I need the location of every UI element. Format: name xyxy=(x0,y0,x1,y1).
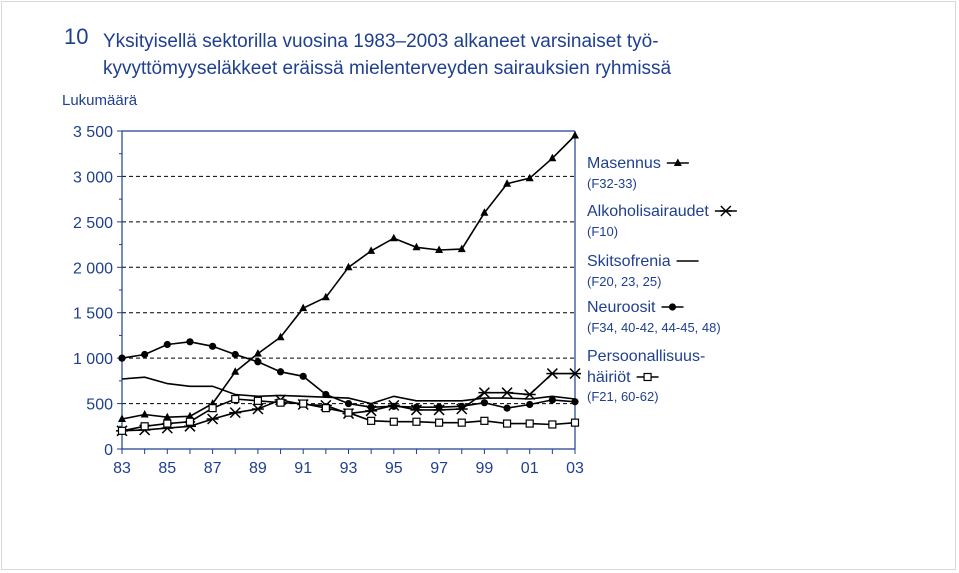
circle-marker-shape xyxy=(300,373,307,380)
data-point-neuroosit xyxy=(436,404,443,411)
data-point-masennus xyxy=(141,410,149,418)
data-point-persoonallisuushairiot xyxy=(277,399,284,406)
data-point-persoonallisuushairiot xyxy=(572,419,579,426)
legend-name: Persoonallisuus- xyxy=(587,348,706,365)
square-marker-shape xyxy=(322,405,329,412)
data-point-persoonallisuushairiot xyxy=(368,417,375,424)
data-point-persoonallisuushairiot xyxy=(436,419,443,426)
legend-name: Alkoholisairaudet xyxy=(587,203,709,220)
data-point-persoonallisuushairiot xyxy=(549,421,556,428)
legend-name-line-2: häiriöt xyxy=(587,369,631,386)
y-tick-label: 500 xyxy=(86,396,113,414)
x-tick-label: 01 xyxy=(520,460,539,477)
data-point-neuroosit xyxy=(118,355,125,362)
series-masennus xyxy=(118,131,579,422)
legend-sample-marker xyxy=(669,303,676,310)
legend-code: (F32-33) xyxy=(587,176,637,191)
square-marker-shape xyxy=(504,420,511,427)
x-tick-label: 99 xyxy=(475,460,494,477)
circle-marker-shape xyxy=(209,343,216,350)
y-tick-label: 1 000 xyxy=(72,351,113,369)
data-point-persoonallisuushairiot xyxy=(322,405,329,412)
legend-name: Neuroosit xyxy=(587,299,656,316)
data-point-persoonallisuushairiot xyxy=(232,396,239,403)
square-marker-shape xyxy=(481,417,488,424)
legend-sample-marker xyxy=(644,374,651,381)
legend-entry-neuroosit xyxy=(587,299,721,335)
data-point-neuroosit xyxy=(254,358,261,365)
series-line-masennus xyxy=(122,136,575,420)
square-marker-shape xyxy=(436,419,443,426)
y-tick-label: 3 000 xyxy=(72,169,113,187)
data-point-neuroosit xyxy=(368,404,375,411)
square-marker-shape xyxy=(572,419,579,426)
square-marker-shape xyxy=(526,420,533,427)
square-marker-shape xyxy=(368,417,375,424)
figure-title-line-2: kyvyttömyyseläkkeet eräissä mielenterveyden sairauksien ryhmissä xyxy=(103,58,672,79)
data-point-persoonallisuushairiot xyxy=(141,423,148,430)
data-point-neuroosit xyxy=(390,403,397,410)
y-tick-label: 3 500 xyxy=(72,124,113,141)
circle-marker-shape xyxy=(141,351,148,358)
data-point-neuroosit xyxy=(164,341,171,348)
square-marker-shape xyxy=(119,427,126,434)
y-axis-label: Lukumäärä xyxy=(62,92,138,109)
data-point-neuroosit xyxy=(209,343,216,350)
triangle-marker-shape xyxy=(141,410,149,418)
circle-marker-shape xyxy=(345,400,352,407)
square-marker-shape xyxy=(186,418,193,425)
data-point-neuroosit xyxy=(186,338,193,345)
circle-marker-shape xyxy=(118,355,125,362)
triangle-marker-shape xyxy=(571,131,579,139)
data-point-neuroosit xyxy=(549,396,556,403)
square-marker-shape xyxy=(232,396,239,403)
triangle-marker-shape xyxy=(345,263,353,271)
data-point-alkoholisairaudet xyxy=(229,408,241,418)
legend-code: (F10) xyxy=(587,224,619,239)
square-marker-shape xyxy=(390,418,397,425)
circle-marker-shape xyxy=(368,404,375,411)
square-marker-shape xyxy=(458,419,465,426)
data-point-persoonallisuushairiot xyxy=(390,418,397,425)
square-marker-shape xyxy=(413,418,420,425)
data-point-persoonallisuushairiot xyxy=(345,409,352,416)
data-point-persoonallisuushairiot xyxy=(186,418,193,425)
x-tick-label: 93 xyxy=(339,460,358,477)
circle-marker-shape xyxy=(549,396,556,403)
legend-code: (F21, 60-62) xyxy=(587,389,659,404)
legend-entry-alkoholisairaudet xyxy=(587,203,737,239)
figure-title-line-1: Yksityisellä sektorilla vuosina 1983–2003 alkaneet varsinaiset työ- xyxy=(103,31,659,52)
data-point-neuroosit xyxy=(458,403,465,410)
data-point-persoonallisuushairiot xyxy=(254,397,261,404)
data-point-neuroosit xyxy=(481,399,488,406)
data-point-neuroosit xyxy=(526,401,533,408)
circle-marker-shape xyxy=(503,405,510,412)
circle-marker-shape xyxy=(232,351,239,358)
data-point-neuroosit xyxy=(141,351,148,358)
series-neuroosit xyxy=(118,338,578,412)
legend-entry-masennus xyxy=(587,155,689,191)
circle-marker-shape xyxy=(669,303,676,310)
triangle-marker-shape xyxy=(390,234,398,242)
square-marker-shape xyxy=(164,420,171,427)
legend-code: (F20, 23, 25) xyxy=(587,274,662,289)
y-tick-label: 2 500 xyxy=(72,214,113,232)
legend-code: (F34, 40-42, 44-45, 48) xyxy=(587,320,721,335)
y-tick-label: 0 xyxy=(104,442,113,459)
data-point-persoonallisuushairiot xyxy=(504,420,511,427)
legend-entry-persoonallisuushairiot xyxy=(587,348,705,404)
x-tick-label: 85 xyxy=(158,460,177,477)
circle-marker-shape xyxy=(526,401,533,408)
x-tick-label: 97 xyxy=(430,460,448,477)
data-point-neuroosit xyxy=(413,404,420,411)
data-point-neuroosit xyxy=(232,351,239,358)
circle-marker-shape xyxy=(458,403,465,410)
square-marker-shape xyxy=(644,374,651,381)
x-tick-label: 03 xyxy=(566,460,584,477)
series-skitsofrenia xyxy=(122,377,575,403)
data-point-persoonallisuushairiot xyxy=(164,420,171,427)
figure-number: 10 xyxy=(64,24,89,49)
data-point-neuroosit xyxy=(345,400,352,407)
legend-name: Skitsofrenia xyxy=(587,253,671,270)
data-point-alkoholisairaudet xyxy=(501,388,513,398)
circle-marker-shape xyxy=(186,338,193,345)
square-marker-shape xyxy=(141,423,148,430)
data-point-masennus xyxy=(231,367,239,375)
circle-marker-shape xyxy=(254,358,261,365)
square-marker-shape xyxy=(209,405,216,412)
data-point-persoonallisuushairiot xyxy=(209,405,216,412)
y-tick-label: 2 000 xyxy=(72,260,113,278)
circle-marker-shape xyxy=(436,404,443,411)
data-point-alkoholisairaudet xyxy=(478,388,490,398)
x-tick-label: 91 xyxy=(294,460,313,477)
data-point-neuroosit xyxy=(571,398,578,405)
legend-sample-marker xyxy=(720,206,732,216)
square-marker-shape xyxy=(300,400,307,407)
legend-entry-skitsofrenia xyxy=(587,253,699,289)
data-point-persoonallisuushairiot xyxy=(526,420,533,427)
circle-marker-shape xyxy=(481,399,488,406)
square-marker-shape xyxy=(345,409,352,416)
data-point-persoonallisuushairiot xyxy=(481,417,488,424)
circle-marker-shape xyxy=(164,341,171,348)
circle-marker-shape xyxy=(277,368,284,375)
data-point-persoonallisuushairiot xyxy=(458,419,465,426)
data-point-alkoholisairaudet xyxy=(252,404,264,414)
data-point-persoonallisuushairiot xyxy=(413,418,420,425)
circle-marker-shape xyxy=(390,403,397,410)
circle-marker-shape xyxy=(413,404,420,411)
legend-name: Masennus xyxy=(587,155,661,172)
square-marker-shape xyxy=(277,399,284,406)
square-marker-shape xyxy=(549,421,556,428)
data-point-masennus xyxy=(571,131,579,139)
series-line-skitsofrenia xyxy=(122,377,575,403)
x-tick-label: 89 xyxy=(249,460,267,477)
data-point-neuroosit xyxy=(300,373,307,380)
data-point-persoonallisuushairiot xyxy=(300,400,307,407)
data-point-neuroosit xyxy=(322,391,329,398)
data-point-alkoholisairaudet xyxy=(207,414,219,424)
data-point-neuroosit xyxy=(277,368,284,375)
data-point-neuroosit xyxy=(503,405,510,412)
square-marker-shape xyxy=(254,397,261,404)
data-point-alkoholisairaudet xyxy=(546,369,558,379)
x-tick-label: 87 xyxy=(203,460,222,477)
x-tick-label: 83 xyxy=(113,460,131,477)
x-tick-label: 95 xyxy=(384,460,403,477)
triangle-marker-shape xyxy=(254,349,262,357)
y-tick-label: 1 500 xyxy=(72,305,113,323)
data-point-persoonallisuushairiot xyxy=(119,427,126,434)
data-point-masennus xyxy=(254,349,262,357)
circle-marker-shape xyxy=(322,391,329,398)
data-point-masennus xyxy=(345,263,353,271)
circle-marker-shape xyxy=(571,398,578,405)
triangle-marker-shape xyxy=(231,367,239,375)
data-point-masennus xyxy=(390,234,398,242)
